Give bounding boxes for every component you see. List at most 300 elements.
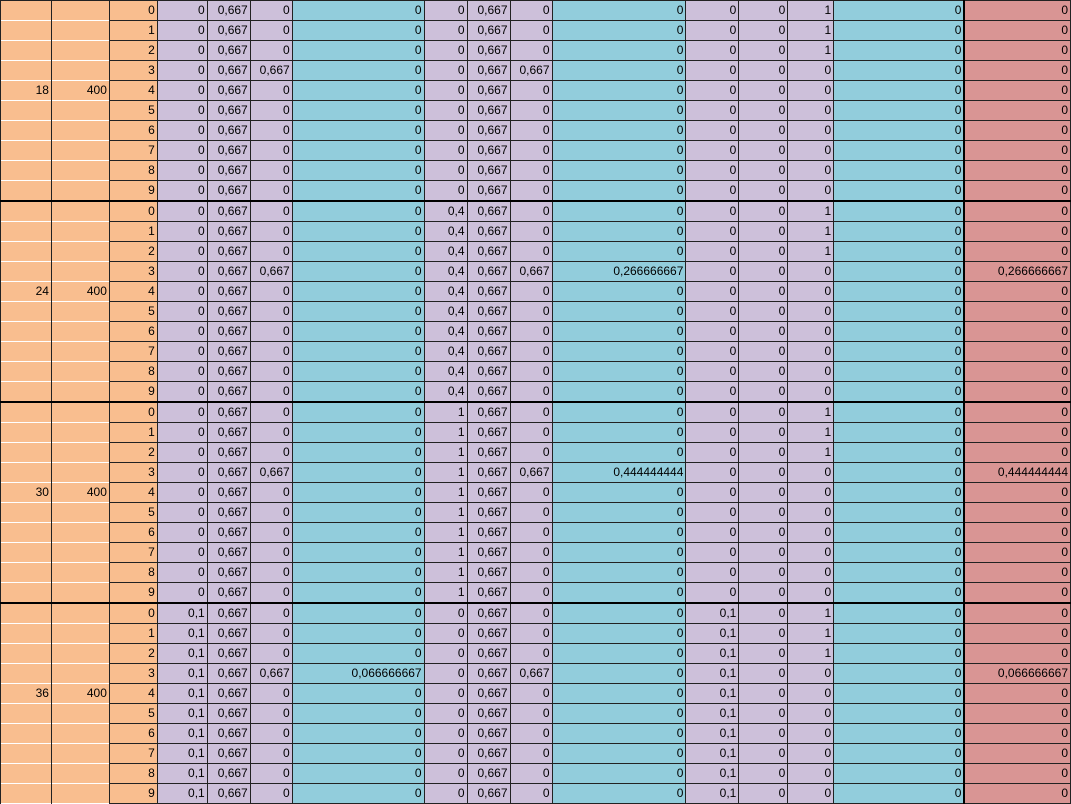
value-cell[interactable]: 0	[510, 121, 552, 141]
value-cell[interactable]: 0	[788, 282, 834, 302]
value-cell[interactable]: 0	[686, 242, 739, 262]
value-cell[interactable]: 0	[834, 302, 965, 322]
group-label-cell[interactable]	[1, 101, 52, 121]
value-cell[interactable]: 0	[424, 603, 467, 624]
value-cell[interactable]: 1	[788, 1, 834, 21]
value-cell[interactable]: 0	[552, 523, 686, 543]
value-cell[interactable]: 0	[686, 342, 739, 362]
value-cell[interactable]: 0	[424, 744, 467, 764]
group-n-cell[interactable]	[51, 523, 109, 543]
value-cell[interactable]: 1	[788, 402, 834, 423]
value-cell[interactable]: 1	[788, 624, 834, 644]
value-cell[interactable]: 0	[157, 101, 207, 121]
value-cell[interactable]: 0	[739, 161, 788, 181]
value-cell[interactable]: 0,4	[424, 342, 467, 362]
group-label-cell[interactable]	[1, 1, 52, 21]
value-cell[interactable]: 0	[292, 141, 424, 161]
value-cell[interactable]: 0	[686, 222, 739, 242]
value-cell[interactable]: 0,1	[157, 704, 207, 724]
value-cell[interactable]: 0	[834, 704, 965, 724]
value-cell[interactable]: 0	[686, 543, 739, 563]
value-cell[interactable]: 0	[510, 382, 552, 403]
value-cell[interactable]: 0	[157, 282, 207, 302]
result-cell[interactable]: 0	[964, 81, 1070, 101]
group-n-cell[interactable]	[51, 342, 109, 362]
value-cell[interactable]: 0,667	[207, 81, 250, 101]
result-cell[interactable]: 0	[964, 61, 1070, 81]
index-cell[interactable]: 4	[109, 684, 157, 704]
value-cell[interactable]: 0	[788, 342, 834, 362]
value-cell[interactable]: 0	[250, 724, 292, 744]
value-cell[interactable]: 0,667	[467, 362, 510, 382]
group-label-cell[interactable]	[1, 543, 52, 563]
value-cell[interactable]: 0	[834, 423, 965, 443]
value-cell[interactable]: 1	[788, 222, 834, 242]
index-cell[interactable]: 2	[109, 443, 157, 463]
value-cell[interactable]: 0	[788, 503, 834, 523]
group-n-cell[interactable]	[51, 724, 109, 744]
value-cell[interactable]: 0,1	[686, 624, 739, 644]
group-label-cell[interactable]	[1, 443, 52, 463]
value-cell[interactable]: 0,667	[467, 81, 510, 101]
group-label-cell[interactable]	[1, 141, 52, 161]
value-cell[interactable]: 0	[250, 81, 292, 101]
value-cell[interactable]: 0	[686, 382, 739, 403]
value-cell[interactable]: 0	[739, 21, 788, 41]
group-label-cell[interactable]: 30	[1, 483, 52, 503]
value-cell[interactable]: 0	[834, 503, 965, 523]
value-cell[interactable]: 0,1	[686, 644, 739, 664]
value-cell[interactable]: 0	[424, 644, 467, 664]
value-cell[interactable]: 0	[788, 181, 834, 202]
value-cell[interactable]: 0	[250, 101, 292, 121]
group-label-cell[interactable]	[1, 201, 52, 222]
value-cell[interactable]: 0	[788, 302, 834, 322]
value-cell[interactable]: 0	[834, 342, 965, 362]
group-n-cell[interactable]	[51, 61, 109, 81]
value-cell[interactable]: 0	[552, 322, 686, 342]
value-cell[interactable]: 0	[686, 362, 739, 382]
value-cell[interactable]: 0	[739, 463, 788, 483]
result-cell[interactable]: 0	[964, 423, 1070, 443]
value-cell[interactable]: 0	[250, 362, 292, 382]
value-cell[interactable]: 0	[739, 1, 788, 21]
value-cell[interactable]: 0	[834, 81, 965, 101]
value-cell[interactable]: 0,667	[207, 664, 250, 684]
value-cell[interactable]: 0	[739, 644, 788, 664]
group-label-cell[interactable]	[1, 262, 52, 282]
group-n-cell[interactable]	[51, 141, 109, 161]
value-cell[interactable]: 0,667	[207, 704, 250, 724]
value-cell[interactable]: 0,667	[207, 222, 250, 242]
value-cell[interactable]: 0	[739, 443, 788, 463]
value-cell[interactable]: 0,667	[207, 784, 250, 804]
value-cell[interactable]: 0	[510, 201, 552, 222]
value-cell[interactable]: 0	[250, 684, 292, 704]
result-cell[interactable]: 0	[964, 222, 1070, 242]
value-cell[interactable]: 0	[552, 704, 686, 724]
index-cell[interactable]: 8	[109, 563, 157, 583]
index-cell[interactable]: 6	[109, 121, 157, 141]
value-cell[interactable]: 0	[250, 302, 292, 322]
result-cell[interactable]: 0	[964, 382, 1070, 403]
value-cell[interactable]: 0	[788, 744, 834, 764]
group-label-cell[interactable]	[1, 161, 52, 181]
value-cell[interactable]: 0,667	[467, 181, 510, 202]
value-cell[interactable]: 0	[292, 81, 424, 101]
result-cell[interactable]: 0	[964, 784, 1070, 804]
value-cell[interactable]: 1	[424, 483, 467, 503]
value-cell[interactable]: 0	[686, 181, 739, 202]
value-cell[interactable]: 0	[788, 684, 834, 704]
value-cell[interactable]: 0,1	[686, 724, 739, 744]
value-cell[interactable]: 0	[686, 201, 739, 222]
value-cell[interactable]: 0,667	[467, 784, 510, 804]
value-cell[interactable]: 0	[292, 603, 424, 624]
value-cell[interactable]: 0	[834, 784, 965, 804]
group-n-cell[interactable]	[51, 543, 109, 563]
group-label-cell[interactable]: 36	[1, 684, 52, 704]
value-cell[interactable]: 0	[552, 181, 686, 202]
value-cell[interactable]: 0	[157, 503, 207, 523]
group-n-cell[interactable]	[51, 242, 109, 262]
value-cell[interactable]: 0	[552, 222, 686, 242]
index-cell[interactable]: 6	[109, 724, 157, 744]
value-cell[interactable]: 0	[739, 423, 788, 443]
result-cell[interactable]: 0	[964, 603, 1070, 624]
value-cell[interactable]: 0,266666667	[552, 262, 686, 282]
group-label-cell[interactable]	[1, 181, 52, 202]
value-cell[interactable]: 0	[250, 624, 292, 644]
group-label-cell[interactable]	[1, 322, 52, 342]
value-cell[interactable]: 0	[510, 724, 552, 744]
value-cell[interactable]: 0	[834, 362, 965, 382]
value-cell[interactable]: 0,667	[207, 201, 250, 222]
index-cell[interactable]: 5	[109, 302, 157, 322]
value-cell[interactable]: 0	[250, 523, 292, 543]
value-cell[interactable]: 0	[739, 222, 788, 242]
value-cell[interactable]: 0	[552, 362, 686, 382]
value-cell[interactable]: 0	[739, 624, 788, 644]
value-cell[interactable]: 0	[292, 382, 424, 403]
group-n-cell[interactable]	[51, 302, 109, 322]
value-cell[interactable]: 0,667	[467, 282, 510, 302]
result-cell[interactable]: 0,266666667	[964, 262, 1070, 282]
result-cell[interactable]: 0	[964, 41, 1070, 61]
value-cell[interactable]: 0	[250, 222, 292, 242]
value-cell[interactable]: 0,667	[207, 563, 250, 583]
result-cell[interactable]: 0	[964, 181, 1070, 202]
group-label-cell[interactable]	[1, 583, 52, 604]
value-cell[interactable]: 0,667	[207, 161, 250, 181]
value-cell[interactable]: 0,1	[686, 764, 739, 784]
value-cell[interactable]: 0,4	[424, 222, 467, 242]
value-cell[interactable]: 0,667	[207, 121, 250, 141]
group-label-cell[interactable]	[1, 121, 52, 141]
value-cell[interactable]: 0	[292, 744, 424, 764]
value-cell[interactable]: 0	[157, 523, 207, 543]
value-cell[interactable]: 1	[424, 523, 467, 543]
group-n-cell[interactable]	[51, 382, 109, 403]
value-cell[interactable]: 0,667	[207, 423, 250, 443]
value-cell[interactable]: 0	[788, 563, 834, 583]
value-cell[interactable]: 0	[157, 443, 207, 463]
index-cell[interactable]: 2	[109, 644, 157, 664]
value-cell[interactable]: 0	[157, 121, 207, 141]
value-cell[interactable]: 0,667	[207, 684, 250, 704]
index-cell[interactable]: 9	[109, 382, 157, 403]
value-cell[interactable]: 0,667	[207, 181, 250, 202]
value-cell[interactable]: 0	[834, 121, 965, 141]
value-cell[interactable]: 0	[834, 443, 965, 463]
value-cell[interactable]: 0,1	[157, 724, 207, 744]
value-cell[interactable]: 0,667	[207, 61, 250, 81]
value-cell[interactable]: 0	[552, 402, 686, 423]
value-cell[interactable]: 0	[510, 81, 552, 101]
value-cell[interactable]: 0,1	[686, 664, 739, 684]
group-n-cell[interactable]	[51, 664, 109, 684]
group-label-cell[interactable]	[1, 644, 52, 664]
group-n-cell[interactable]	[51, 764, 109, 784]
group-n-cell[interactable]	[51, 563, 109, 583]
value-cell[interactable]: 0,667	[510, 664, 552, 684]
index-cell[interactable]: 0	[109, 1, 157, 21]
value-cell[interactable]: 0	[739, 503, 788, 523]
value-cell[interactable]: 0	[552, 503, 686, 523]
index-cell[interactable]: 7	[109, 543, 157, 563]
value-cell[interactable]: 0,667	[207, 644, 250, 664]
value-cell[interactable]: 0	[157, 141, 207, 161]
value-cell[interactable]: 0	[834, 1, 965, 21]
value-cell[interactable]: 0,667	[467, 382, 510, 403]
value-cell[interactable]: 0,4	[424, 362, 467, 382]
value-cell[interactable]: 0	[788, 161, 834, 181]
result-cell[interactable]: 0	[964, 624, 1070, 644]
value-cell[interactable]: 0	[686, 483, 739, 503]
value-cell[interactable]: 0	[292, 362, 424, 382]
value-cell[interactable]: 0	[686, 141, 739, 161]
value-cell[interactable]: 0	[788, 784, 834, 804]
group-label-cell[interactable]	[1, 382, 52, 403]
value-cell[interactable]: 0	[552, 201, 686, 222]
value-cell[interactable]: 0	[834, 282, 965, 302]
value-cell[interactable]: 0,667	[207, 724, 250, 744]
value-cell[interactable]: 0,667	[207, 242, 250, 262]
value-cell[interactable]: 0	[788, 322, 834, 342]
value-cell[interactable]: 0	[834, 563, 965, 583]
value-cell[interactable]: 0	[686, 563, 739, 583]
group-n-cell[interactable]	[51, 1, 109, 21]
value-cell[interactable]: 0	[834, 483, 965, 503]
value-cell[interactable]: 0	[250, 402, 292, 423]
value-cell[interactable]: 0	[250, 423, 292, 443]
value-cell[interactable]: 0,667	[467, 121, 510, 141]
value-cell[interactable]: 0	[510, 41, 552, 61]
value-cell[interactable]: 1	[424, 443, 467, 463]
value-cell[interactable]: 0	[292, 161, 424, 181]
value-cell[interactable]: 0,1	[157, 744, 207, 764]
value-cell[interactable]: 0	[510, 181, 552, 202]
value-cell[interactable]: 0	[552, 784, 686, 804]
value-cell[interactable]: 0,667	[467, 644, 510, 664]
value-cell[interactable]: 0	[424, 664, 467, 684]
value-cell[interactable]: 0	[552, 483, 686, 503]
value-cell[interactable]: 0,667	[207, 583, 250, 604]
value-cell[interactable]: 0	[510, 583, 552, 604]
group-label-cell[interactable]	[1, 302, 52, 322]
value-cell[interactable]: 0,4	[424, 282, 467, 302]
index-cell[interactable]: 0	[109, 201, 157, 222]
value-cell[interactable]: 0	[788, 724, 834, 744]
index-cell[interactable]: 1	[109, 222, 157, 242]
value-cell[interactable]: 0	[250, 41, 292, 61]
value-cell[interactable]: 0	[157, 583, 207, 604]
value-cell[interactable]: 0	[686, 463, 739, 483]
value-cell[interactable]: 0,667	[467, 41, 510, 61]
result-cell[interactable]: 0	[964, 201, 1070, 222]
value-cell[interactable]: 0	[788, 382, 834, 403]
value-cell[interactable]: 1	[424, 503, 467, 523]
value-cell[interactable]: 0	[292, 121, 424, 141]
value-cell[interactable]: 0	[834, 744, 965, 764]
result-cell[interactable]: 0	[964, 342, 1070, 362]
value-cell[interactable]: 0	[788, 101, 834, 121]
value-cell[interactable]: 0	[834, 181, 965, 202]
value-cell[interactable]: 0,667	[510, 262, 552, 282]
value-cell[interactable]: 0	[510, 1, 552, 21]
value-cell[interactable]: 0	[739, 563, 788, 583]
value-cell[interactable]: 0	[292, 1, 424, 21]
value-cell[interactable]: 0,667	[467, 222, 510, 242]
value-cell[interactable]: 0	[739, 81, 788, 101]
value-cell[interactable]: 0	[834, 463, 965, 483]
value-cell[interactable]: 0	[739, 764, 788, 784]
value-cell[interactable]: 0	[834, 764, 965, 784]
value-cell[interactable]: 0	[250, 161, 292, 181]
value-cell[interactable]: 0	[739, 141, 788, 161]
group-n-cell[interactable]	[51, 161, 109, 181]
value-cell[interactable]: 0	[250, 282, 292, 302]
group-n-cell[interactable]	[51, 624, 109, 644]
value-cell[interactable]: 0	[739, 302, 788, 322]
value-cell[interactable]: 0	[424, 724, 467, 744]
value-cell[interactable]: 0	[739, 664, 788, 684]
value-cell[interactable]: 0	[424, 101, 467, 121]
value-cell[interactable]: 0	[552, 443, 686, 463]
value-cell[interactable]: 0,667	[467, 262, 510, 282]
value-cell[interactable]: 0	[157, 41, 207, 61]
value-cell[interactable]: 0	[686, 1, 739, 21]
value-cell[interactable]: 0,667	[207, 21, 250, 41]
value-cell[interactable]: 0	[292, 784, 424, 804]
result-cell[interactable]: 0	[964, 282, 1070, 302]
value-cell[interactable]: 0	[292, 624, 424, 644]
value-cell[interactable]: 0	[250, 563, 292, 583]
value-cell[interactable]: 0	[510, 543, 552, 563]
result-cell[interactable]: 0	[964, 101, 1070, 121]
index-cell[interactable]: 6	[109, 322, 157, 342]
value-cell[interactable]: 0	[686, 101, 739, 121]
group-label-cell[interactable]	[1, 342, 52, 362]
value-cell[interactable]: 0	[292, 423, 424, 443]
value-cell[interactable]: 0	[250, 503, 292, 523]
value-cell[interactable]: 0	[739, 242, 788, 262]
result-cell[interactable]: 0	[964, 141, 1070, 161]
value-cell[interactable]: 0,667	[467, 463, 510, 483]
value-cell[interactable]: 0	[788, 121, 834, 141]
value-cell[interactable]: 0	[686, 423, 739, 443]
group-n-cell[interactable]	[51, 362, 109, 382]
value-cell[interactable]: 0,667	[467, 1, 510, 21]
value-cell[interactable]: 0	[250, 1, 292, 21]
value-cell[interactable]: 0,1	[157, 644, 207, 664]
value-cell[interactable]: 0	[250, 704, 292, 724]
value-cell[interactable]: 0	[510, 362, 552, 382]
value-cell[interactable]: 0	[157, 262, 207, 282]
value-cell[interactable]: 0	[424, 161, 467, 181]
value-cell[interactable]: 0	[788, 141, 834, 161]
group-label-cell[interactable]	[1, 242, 52, 262]
value-cell[interactable]: 0	[510, 423, 552, 443]
value-cell[interactable]: 0,667	[467, 61, 510, 81]
result-cell[interactable]: 0	[964, 744, 1070, 764]
value-cell[interactable]: 0	[424, 764, 467, 784]
result-cell[interactable]: 0	[964, 21, 1070, 41]
value-cell[interactable]: 0	[157, 161, 207, 181]
value-cell[interactable]: 0	[739, 342, 788, 362]
index-cell[interactable]: 1	[109, 21, 157, 41]
value-cell[interactable]: 0,667	[467, 543, 510, 563]
value-cell[interactable]: 0	[552, 543, 686, 563]
value-cell[interactable]: 0,4	[424, 201, 467, 222]
group-n-cell[interactable]	[51, 744, 109, 764]
value-cell[interactable]: 0	[739, 543, 788, 563]
value-cell[interactable]: 0	[157, 402, 207, 423]
value-cell[interactable]: 0,667	[250, 664, 292, 684]
value-cell[interactable]: 1	[788, 443, 834, 463]
value-cell[interactable]: 0	[292, 523, 424, 543]
value-cell[interactable]: 0	[292, 463, 424, 483]
value-cell[interactable]: 0,667	[467, 764, 510, 784]
value-cell[interactable]: 0	[292, 21, 424, 41]
value-cell[interactable]: 0	[292, 644, 424, 664]
value-cell[interactable]: 0	[739, 262, 788, 282]
group-label-cell[interactable]	[1, 362, 52, 382]
value-cell[interactable]: 0	[292, 201, 424, 222]
value-cell[interactable]: 0	[157, 222, 207, 242]
value-cell[interactable]: 0	[157, 81, 207, 101]
value-cell[interactable]: 0	[510, 242, 552, 262]
value-cell[interactable]: 0,1	[157, 624, 207, 644]
value-cell[interactable]: 0	[788, 483, 834, 503]
group-label-cell[interactable]: 24	[1, 282, 52, 302]
value-cell[interactable]: 0	[686, 41, 739, 61]
value-cell[interactable]: 0,667	[207, 603, 250, 624]
value-cell[interactable]: 0,4	[424, 302, 467, 322]
index-cell[interactable]: 8	[109, 362, 157, 382]
value-cell[interactable]: 0	[739, 121, 788, 141]
value-cell[interactable]: 0	[292, 41, 424, 61]
value-cell[interactable]: 0,667	[467, 503, 510, 523]
result-cell[interactable]: 0	[964, 704, 1070, 724]
value-cell[interactable]: 0	[686, 523, 739, 543]
group-label-cell[interactable]	[1, 764, 52, 784]
value-cell[interactable]: 0	[510, 222, 552, 242]
value-cell[interactable]: 0	[739, 201, 788, 222]
value-cell[interactable]: 0,4	[424, 322, 467, 342]
value-cell[interactable]: 0	[250, 342, 292, 362]
value-cell[interactable]: 0	[686, 503, 739, 523]
